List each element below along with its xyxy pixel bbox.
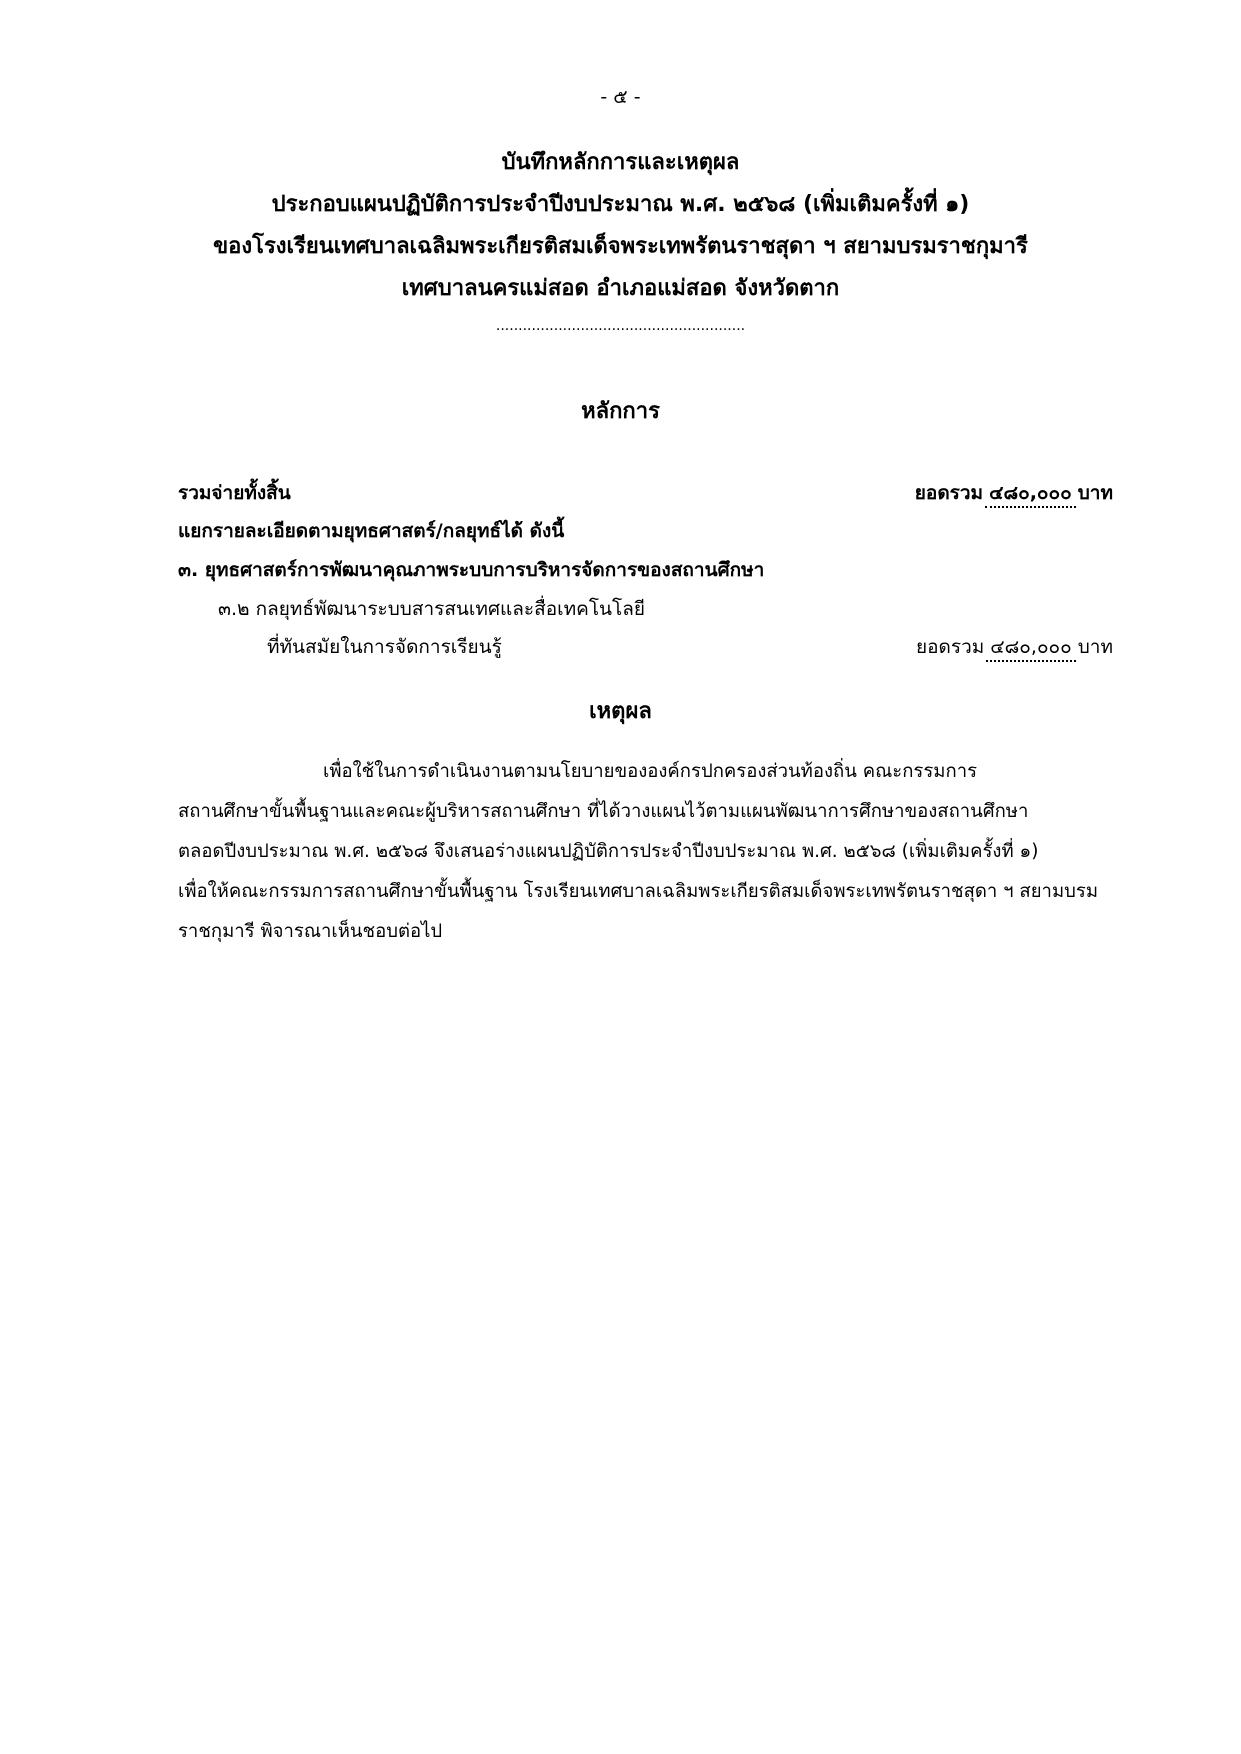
total-amount-group [915, 474, 1113, 512]
tactic-amount: ๔๘๐,๐๐๐ [986, 634, 1075, 662]
reason-line: เพื่อให้คณะกรรมการสถานศึกษาขั้นพื้นฐาน โรงเรียนเทศบาลเฉลิมพระเกียรติสมเด็จพระเทพรัตนราชสุดา ฯ สยามบรม [178, 881, 1099, 902]
title-line-3: ของโรงเรียนเทศบาลเฉลิมพระเกียรติสมเด็จพระเทพรัตนราชสุดา ฯ สยามบรมราชกุมารี [213, 234, 1028, 259]
total-prefix: ยอดรวม [914, 482, 984, 504]
total-amount: ๔๘๐,๐๐๐ [985, 480, 1076, 508]
tactic-amount-group [916, 628, 1113, 666]
reason-heading: เหตุผล [589, 699, 652, 724]
title-line-4: เทศบาลนครแม่สอด อำเภอแม่สอด จังหวัดตาก [401, 276, 840, 301]
page-number: - ๕ - [600, 86, 641, 108]
reason-line: สถานศึกษาขั้นพื้นฐานและคณะผู้บริหารสถานศึกษา ที่ได้วางแผนไว้ตามแผนพัฒนาการศึกษาของสถานศึกษา [178, 801, 1029, 822]
tactic-line-2: ที่ทันสมัยในการจัดการเรียนรู้ [267, 636, 502, 658]
reason-line: ตลอดปีงบประมาณ พ.ศ. ๒๕๖๘ จึงเสนอร่างแผนปฏิบัติการประจำปีงบประมาณ พ.ศ. ๒๕๖๘ (เพิ่มเติมครั้งที่ ๑) [178, 841, 1039, 862]
document-title [0, 142, 1241, 310]
principle-heading: หลักการ [581, 399, 660, 424]
total-row [178, 474, 1113, 512]
tactic-row [178, 628, 1113, 666]
title-line-1: บันทึกหลักการและเหตุผล [501, 150, 740, 175]
tactic-prefix: ยอดรวม [915, 636, 985, 658]
strategy-item: ๓. ยุทธศาสตร์การพัฒนาคุณภาพระบบการบริหารจัดการของสถานศึกษา [178, 559, 765, 581]
tactic-line-1: ๓.๒ กลยุทธ์พัฒนาระบบสารสนเทศและสื่อเทคโนโลยี [218, 598, 646, 620]
tactic-unit: บาท [1077, 636, 1113, 658]
breakdown-label: แยกรายละเอียดตามยุทธศาสตร์/กลยุทธ์ได้ ดังนี้ [178, 520, 565, 542]
total-label: รวมจ่ายทั้งสิ้น [178, 482, 291, 504]
dotted-separator: ........................................................ [495, 318, 746, 334]
title-line-2: ประกอบแผนปฏิบัติการประจำปีงบประมาณ พ.ศ. ๒๕๖๘ (เพิ่มเติมครั้งที่ ๑) [271, 192, 970, 217]
reason-paragraph [178, 752, 1113, 952]
reason-line: ราชกุมารี พิจารณาเห็นชอบต่อไป [178, 921, 443, 942]
total-unit: บาท [1077, 482, 1113, 504]
reason-line: เพื่อใช้ในการดำเนินงานตามนโยบายขององค์กรปกครองส่วนท้องถิ่น คณะกรรมการ [323, 761, 978, 782]
